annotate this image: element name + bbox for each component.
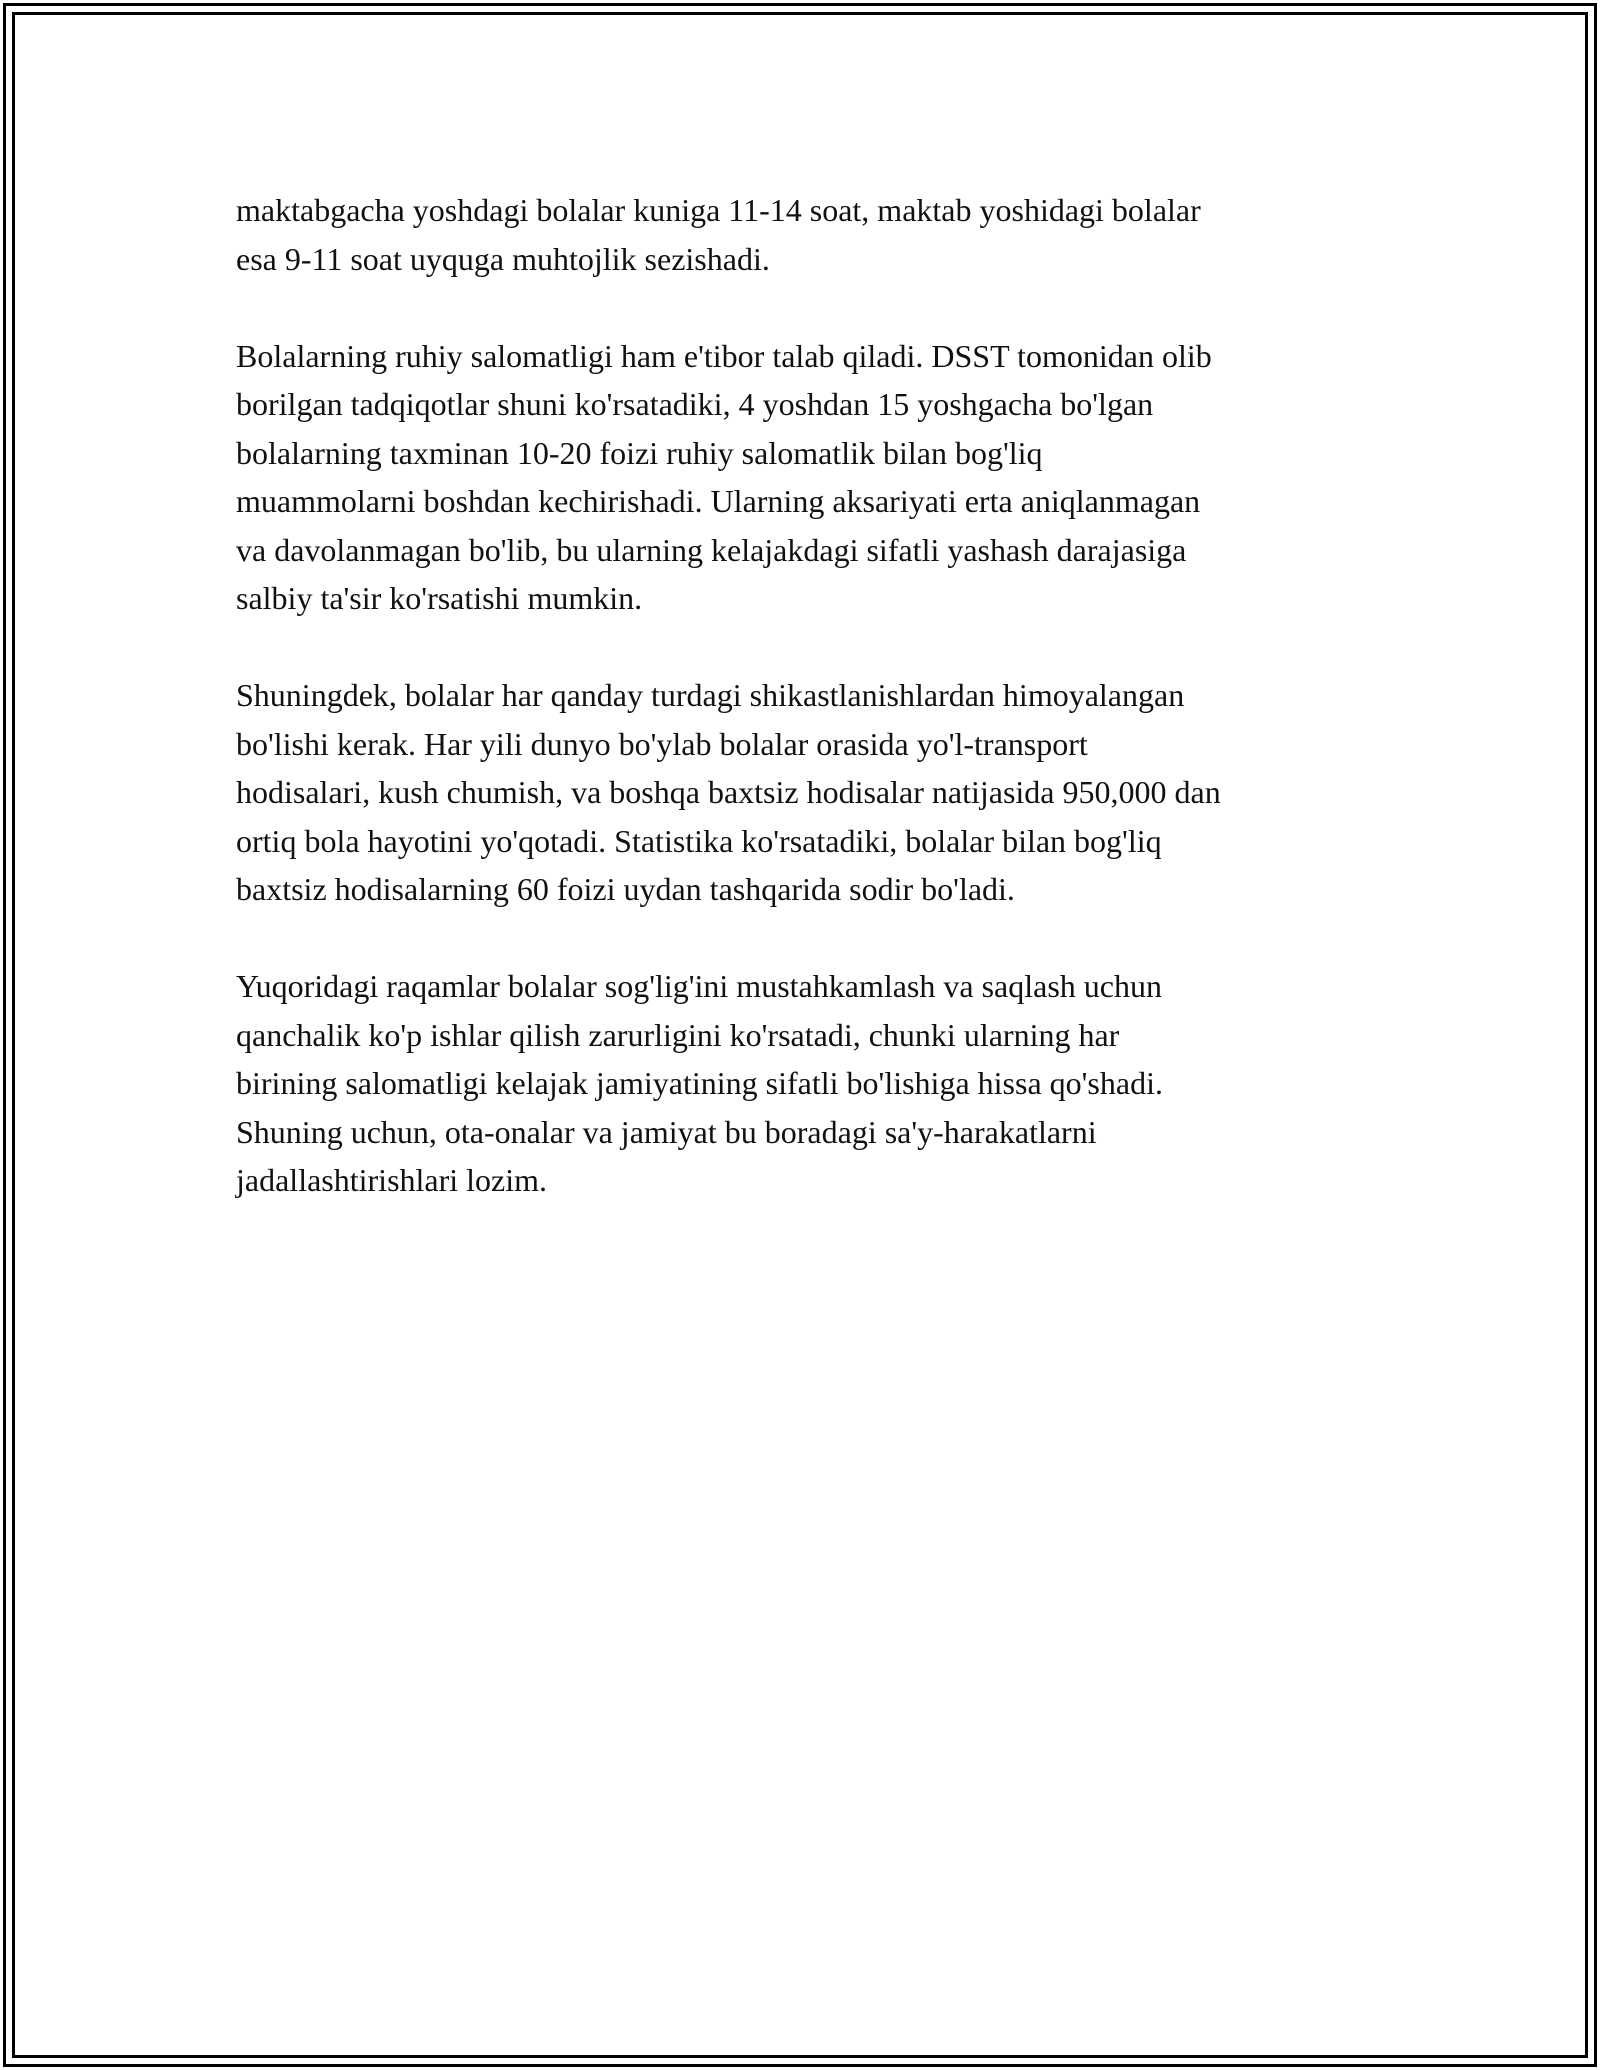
- text-line: Shuning uchun, ota-onalar va jamiyat bu boradagi sa'y-harakatlarni: [236, 1113, 1097, 1150]
- text-line: baxtsiz hodisalarning 60 foizi uydan tashqarida sodir bo'ladi.: [236, 871, 1015, 907]
- text-line: birining salomatligi kelajak jamiyatining sifatli bo'lishiga hissa qo'shadi.: [236, 1065, 1163, 1101]
- text-line: esa 9-11 soat uyquga muhtojlik sezishadi.: [236, 240, 770, 277]
- paragraph-injuries: [236, 671, 1376, 914]
- text-line: bolalarning taxminan 10-20 foizi ruhiy salomatlik bilan bog'liq: [236, 434, 1043, 471]
- document-body: [236, 186, 1376, 1253]
- paragraph-sleep: [236, 186, 1376, 283]
- text-line: borilgan tadqiqotlar shuni ko'rsatadiki, 4 yoshdan 15 yoshgacha bo'lgan: [236, 386, 1154, 422]
- text-line: hodisalari, kush chumish, va boshqa baxtsiz hodisalar natijasida 950,000 dan: [236, 774, 1221, 810]
- text-line: Yuqoridagi raqamlar bolalar sog'lig'ini mustahkamlash va saqlash uchun: [236, 968, 1162, 1004]
- text-line: muammolarni boshdan kechirishadi. Ularning aksariyati erta aniqlanmagan: [236, 483, 1201, 519]
- text-line: qanchalik ko'p ishlar qilish zarurligini ko'rsatadi, chunki ularning har: [236, 1016, 1120, 1053]
- text-line: Bolalarning ruhiy salomatligi ham e'tibor talab qiladi. DSST tomonidan olib: [236, 337, 1212, 374]
- paragraph-conclusion: [236, 962, 1376, 1205]
- text-line: ortiq bola hayotini yo'qotadi. Statistika ko'rsatadiki, bolalar bilan bog'liq: [236, 822, 1162, 859]
- text-line: Shuningdek, bolalar har qanday turdagi shikastlanishlardan himoyalangan: [236, 677, 1185, 713]
- paragraph-mental-health: [236, 332, 1376, 623]
- text-line: salbiy ta'sir ko'rsatishi mumkin.: [236, 580, 643, 616]
- text-line: jadallashtirishlari lozim.: [236, 1162, 548, 1198]
- text-line: bo'lishi kerak. Har yili dunyo bo'ylab bolalar orasida yo'l-transport: [236, 725, 1088, 762]
- text-line: va davolanmagan bo'lib, bu ularning kelajakdagi sifatli yashash darajasiga: [236, 531, 1187, 568]
- text-line: maktabgacha yoshdagi bolalar kuniga 11-14 soat, maktab yoshidagi bolalar: [236, 192, 1201, 228]
